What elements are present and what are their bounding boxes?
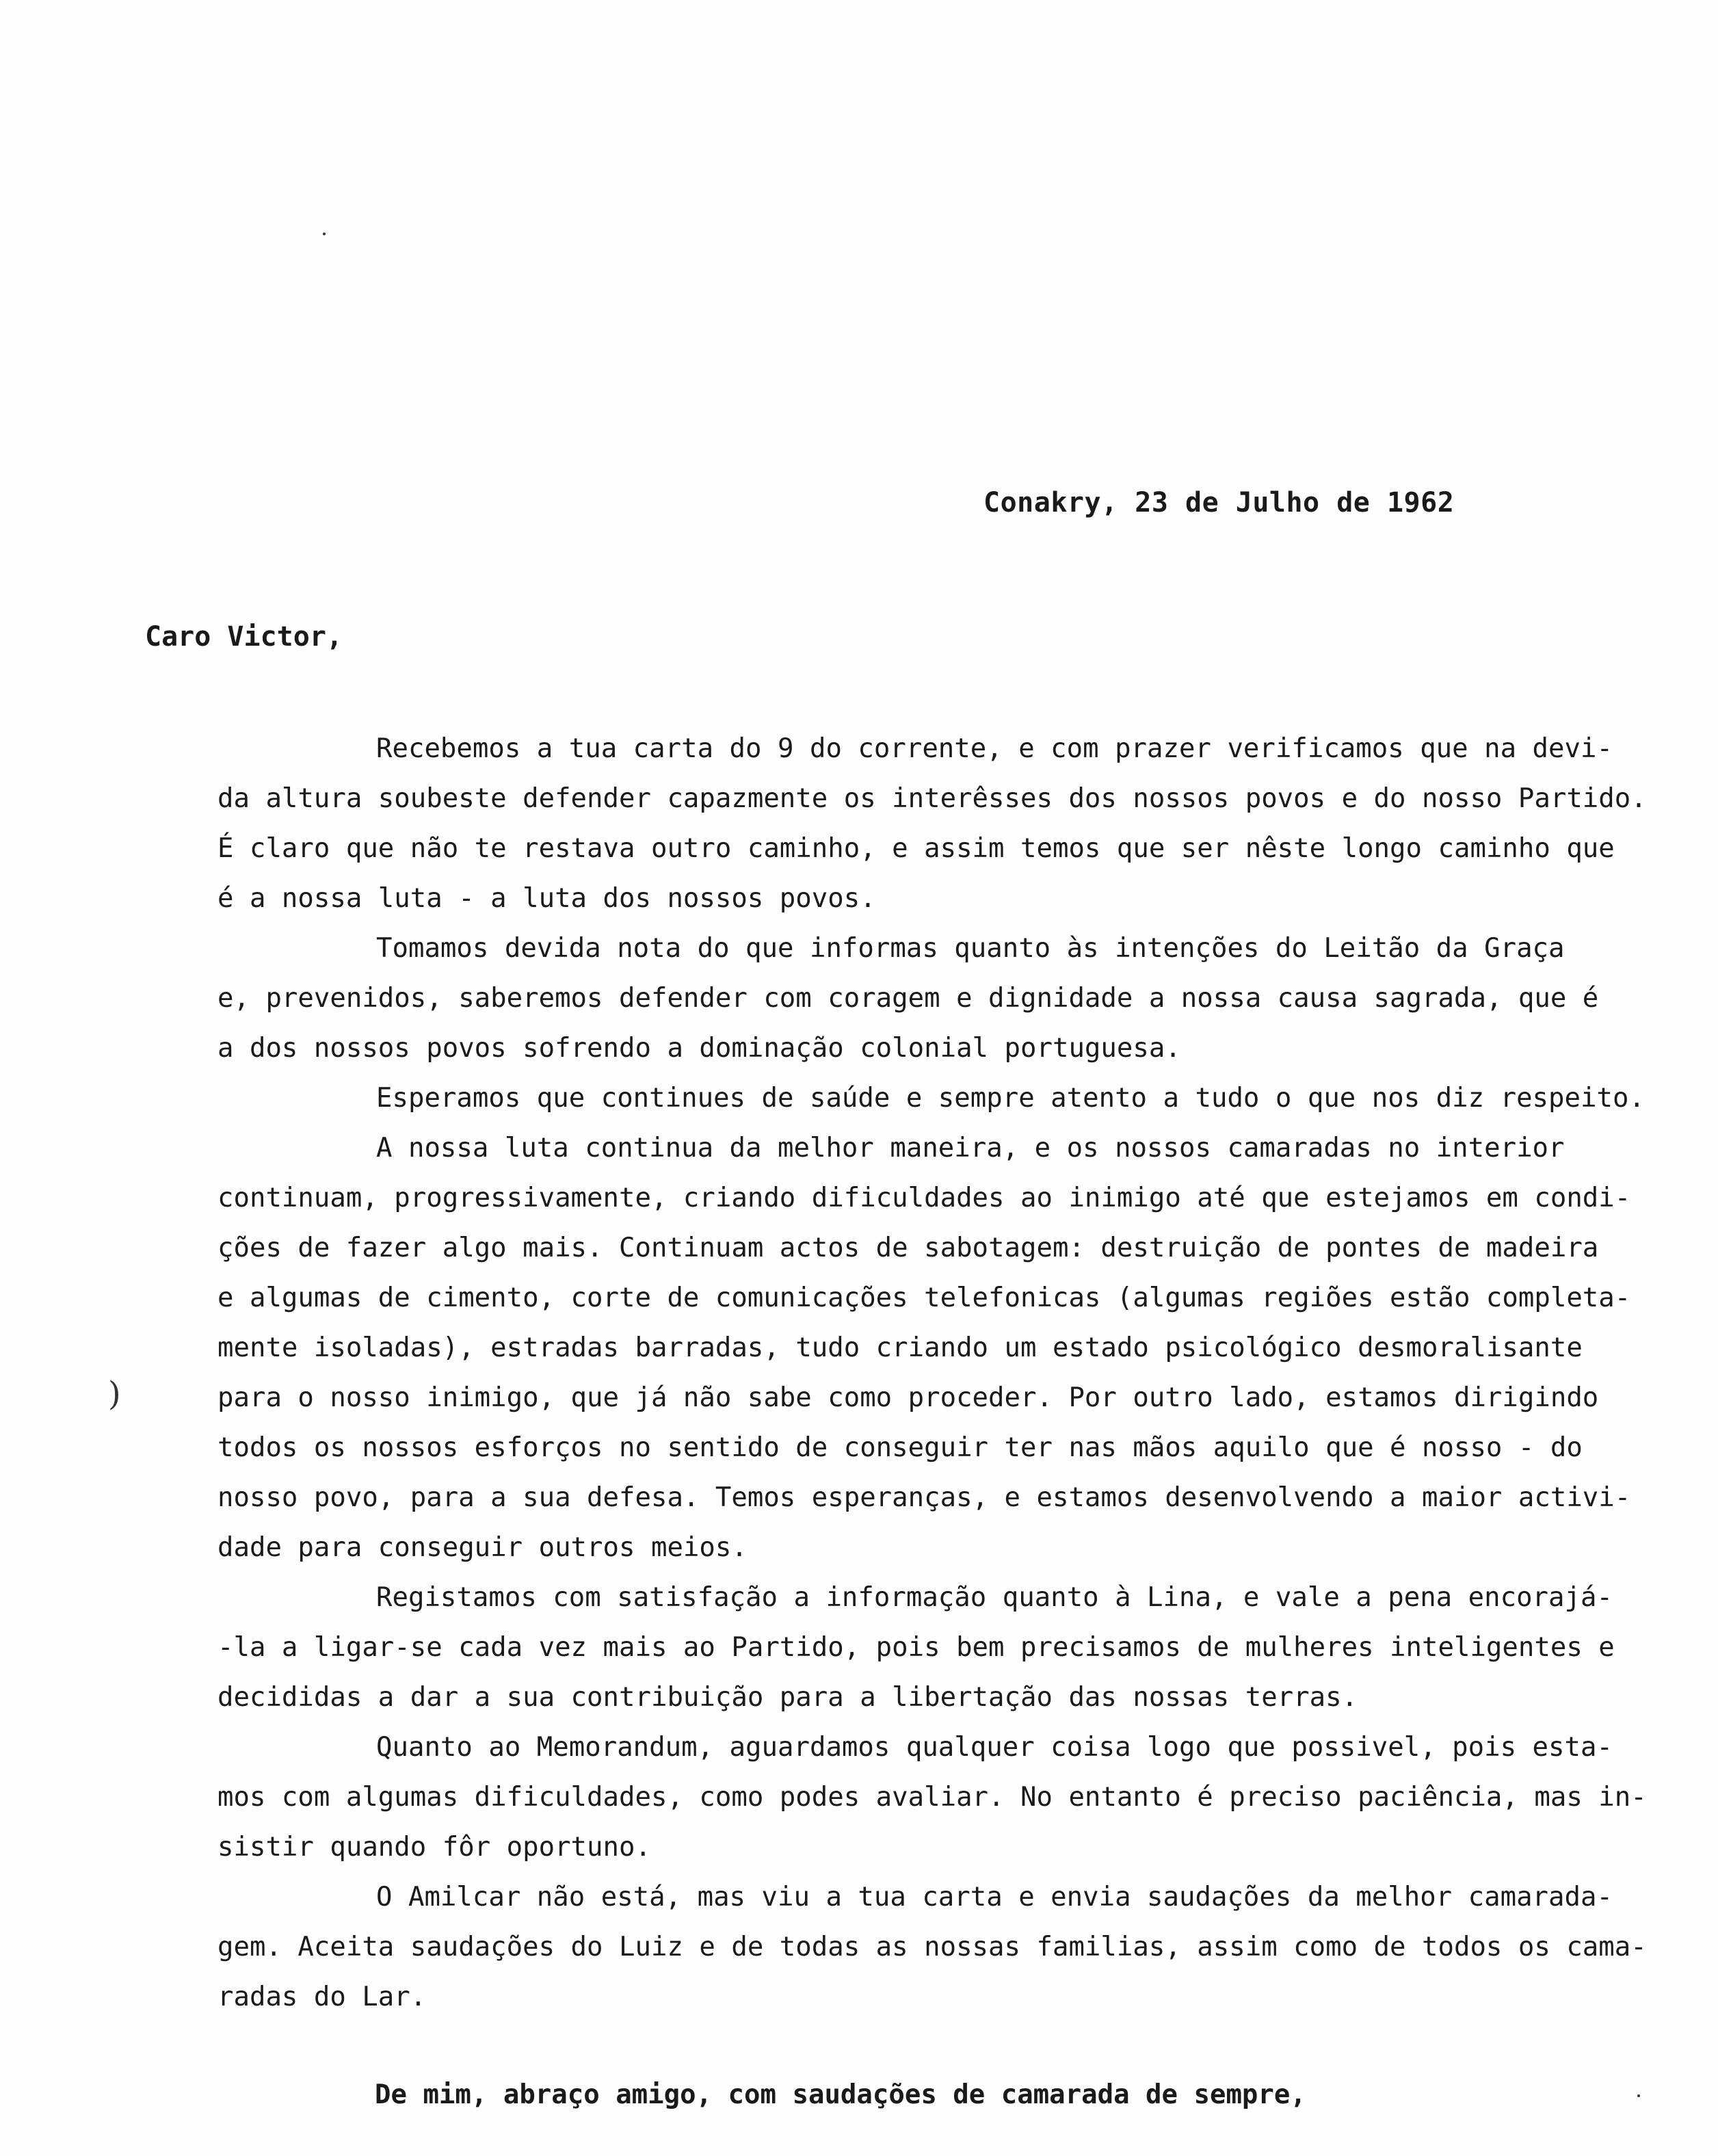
body-line: e algumas de cimento, corte de comunicações telefonicas (algumas regiões estão completa- bbox=[217, 1283, 1631, 1313]
closing-line: De mim, abraço amigo, com saudações de camarada de sempre, bbox=[375, 2079, 1306, 2110]
body-line: -la a ligar-se cada vez mais ao Partido, pois bem precisamos de mulheres inteligentes e bbox=[217, 1632, 1615, 1663]
body-line: a dos nossos povos sofrendo a dominação colonial portuguesa. bbox=[217, 1033, 1181, 1064]
body-line: mente isoladas), estradas barradas, tudo criando um estado psicológico desmoralisante bbox=[217, 1332, 1583, 1363]
body-line: radas do Lar. bbox=[217, 1982, 427, 2012]
body-line: todos os nossos esforços no sentido de conseguir ter nas mãos aquilo que é nosso - do bbox=[217, 1432, 1583, 1463]
body-line: nosso povo, para a sua defesa. Temos esperanças, e estamos desenvolvendo a maior activi- bbox=[217, 1482, 1631, 1513]
dateline: Conakry, 23 de Julho de 1962 bbox=[983, 487, 1455, 518]
margin-mark: ) bbox=[108, 1375, 121, 1413]
letter-body bbox=[217, 724, 1647, 2022]
body-line: da altura soubeste defender capazmente os interêsses dos nossos povos e do nosso Partido. bbox=[217, 783, 1647, 814]
body-line: sistir quando fôr oportuno. bbox=[217, 1832, 651, 1863]
body-line: e, prevenidos, saberemos defender com coragem e dignidade a nossa causa sagrada, que é bbox=[217, 983, 1599, 1014]
body-line: O Amilcar não está, mas viu a tua carta e envia saudações da melhor camarada- bbox=[376, 1882, 1613, 1912]
body-line: decididas a dar a sua contribuição para a libertação das nossas terras. bbox=[217, 1682, 1358, 1713]
body-line: Tomamos devida nota do que informas quanto às intenções do Leitão da Graça bbox=[376, 933, 1565, 964]
body-line: mos com algumas dificuldades, como podes avaliar. No entanto é preciso paciência, mas in- bbox=[217, 1782, 1647, 1813]
body-line: ções de fazer algo mais. Continuam actos de sabotagem: destruição de pontes de madeira bbox=[217, 1233, 1599, 1263]
body-line: Recebemos a tua carta do 9 do corrente, e com prazer verificamos que na devi- bbox=[376, 733, 1613, 764]
body-line: gem. Aceita saudações do Luiz e de todas as nossas familias, assim como de todos os cama- bbox=[217, 1932, 1647, 1962]
body-line: dade para conseguir outros meios. bbox=[217, 1532, 748, 1563]
body-line: É claro que não te restava outro caminho, e assim temos que ser nêste longo caminho que bbox=[217, 833, 1615, 864]
body-line: continuam, progressivamente, criando dificuldades ao inimigo até que estejamos em condi- bbox=[217, 1183, 1631, 1213]
body-line: Esperamos que continues de saúde e sempre atento a tudo o que nos diz respeito. bbox=[376, 1083, 1645, 1114]
body-line: para o nosso inimigo, que já não sabe como proceder. Por outro lado, estamos dirigindo bbox=[217, 1382, 1599, 1413]
salutation: Caro Victor, bbox=[145, 621, 343, 653]
paper-speck bbox=[323, 233, 326, 235]
body-line: A nossa luta continua da melhor maneira, e os nossos camaradas no interior bbox=[376, 1133, 1565, 1164]
body-line: Registamos com satisfação a informação quanto à Lina, e vale a pena encorajá- bbox=[376, 1582, 1613, 1613]
body-line: Quanto ao Memorandum, aguardamos qualquer coisa logo que possivel, pois esta- bbox=[376, 1732, 1613, 1763]
paper-speck bbox=[1637, 2094, 1640, 2097]
body-line: é a nossa luta - a luta dos nossos povos. bbox=[217, 883, 876, 914]
